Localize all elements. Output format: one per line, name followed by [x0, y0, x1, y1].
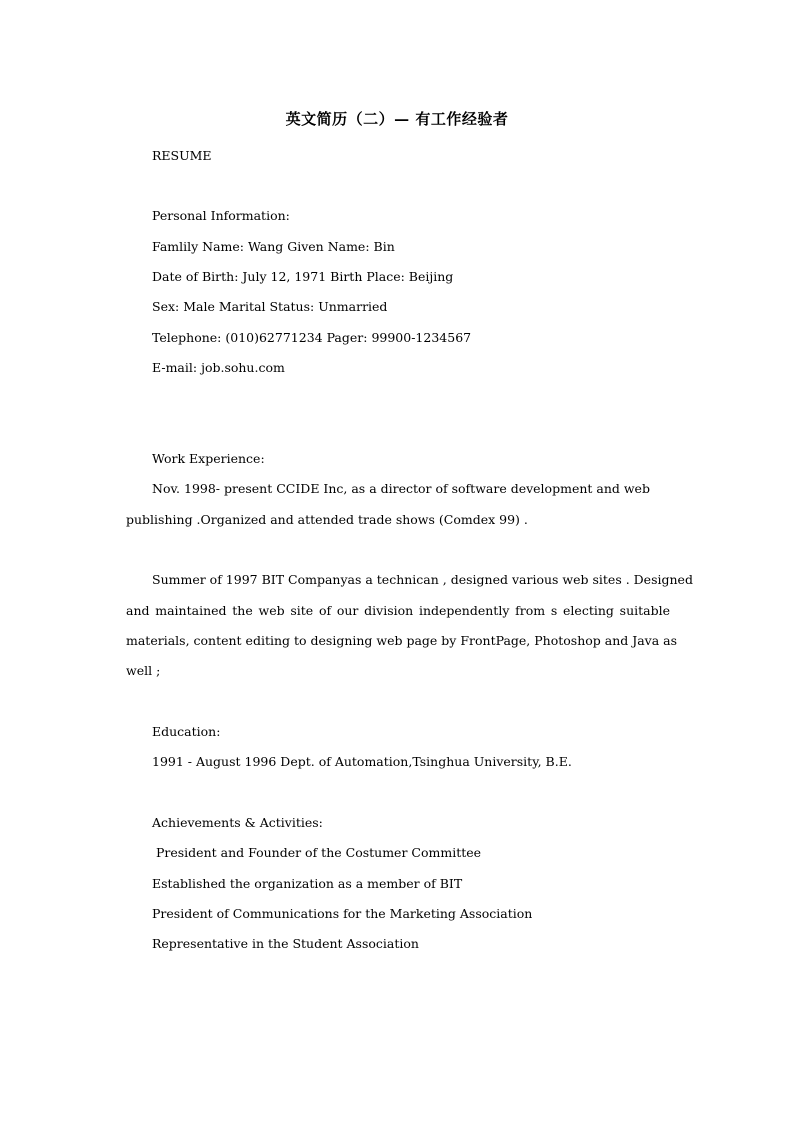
work-entry-1-line-1: Nov. 1998- present CCIDE Inc, as a director of software development and web: [152, 481, 650, 496]
work-entry-2-line-4: well ;: [126, 663, 161, 678]
personal-birth-line: Date of Birth: July 12, 1971 Birth Place: Beijing: [152, 269, 454, 284]
achievement-item: President and Founder of the Costumer Committee: [152, 845, 482, 860]
work-entry-2-line-1: Summer of 1997 BIT Companyas a technican , designed various web sites . Designed: [152, 572, 693, 587]
work-entry-2-line-2: and maintained the web site of our division independently from s electing suitable: [126, 603, 670, 618]
education-line: 1991 - August 1996 Dept. of Automation,Tsinghua University, B.E.: [152, 754, 572, 769]
achievement-item: President of Communications for the Marketing Association: [152, 906, 533, 921]
achievement-item: Representative in the Student Association: [152, 936, 419, 951]
document-title: 英文简历（二）— 有工作经验者: [285, 110, 509, 128]
personal-telephone-line: Telephone: (010)62771234 Pager: 99900-1234567: [152, 330, 472, 345]
work-experience-header: Work Experience:: [152, 451, 265, 466]
education-header: Education:: [152, 724, 221, 739]
achievement-item: Established the organization as a member of BIT: [152, 876, 463, 891]
personal-name-line: Famlily Name: Wang Given Name: Bin: [152, 239, 395, 254]
work-entry-2-line-3: materials, content editing to designing web page by FrontPage, Photoshop and Java as: [126, 633, 678, 648]
personal-email-line: E-mail: job.sohu.com: [152, 360, 285, 375]
achievements-header: Achievements & Activities:: [152, 815, 323, 830]
personal-info-header: Personal Information:: [152, 208, 290, 223]
resume-heading: RESUME: [152, 148, 212, 163]
personal-sex-line: Sex: Male Marital Status: Unmarried: [152, 299, 388, 314]
work-entry-1-line-2: publishing .Organized and attended trade shows (Comdex 99) .: [126, 512, 528, 527]
